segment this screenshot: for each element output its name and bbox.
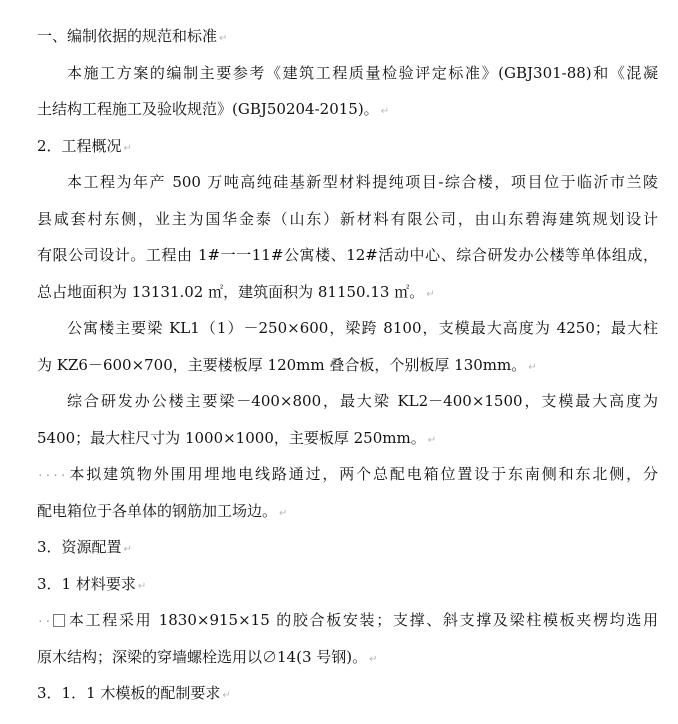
paragraph-mark-icon: ↵ <box>222 690 231 701</box>
paragraph-mark-icon: ↵ <box>369 653 378 665</box>
line-text: 公寓楼主要梁 KL1（1）－250×600，梁跨 8100，支模最大高度为 4250；最大柱 <box>67 319 658 337</box>
leader-dots: ·· <box>37 615 53 628</box>
line-text: 3．1．1 木模板的配制要求 <box>37 684 221 702</box>
text-line <box>37 420 658 457</box>
paragraph-mark-icon: ↵ <box>528 361 537 373</box>
line-text: 县咸套村东侧，业主为国华金泰（山东）新材料有限公司，由山东碧海建筑规划设计 <box>37 209 658 228</box>
line-text: 2．工程概况 <box>37 136 122 155</box>
line-text: 3．资源配置 <box>37 538 122 556</box>
text-line <box>37 383 658 420</box>
line-text: 综合研发办公楼主要梁－400×800，最大梁 KL2－400×1500，支模最大高度为 <box>67 392 658 410</box>
text-line <box>37 55 658 92</box>
line-text: 有限公司设计。工程由 1#一一11#公寓楼、12#活动中心、综合研发办公楼等单体组成， <box>37 246 658 264</box>
paragraph-mark-icon: ↵ <box>426 288 435 300</box>
line-text: 本施工方案的编制主要参考《建筑工程质量检验评定标准》(GBJ301-88)和《混凝 <box>67 63 658 82</box>
line-text: 总占地面积为 13131.02 ㎡，建筑面积为 81150.13 ㎡。 <box>37 282 425 301</box>
text-line <box>37 347 658 384</box>
text-line <box>37 18 658 55</box>
text-line <box>37 456 658 493</box>
leader-dots: ···· <box>37 469 68 482</box>
line-text: 本工程采用 1830×915×15 的胶合板安装；支撑、斜支撑及梁柱模板夹楞均选用 <box>67 611 658 629</box>
line-text: 3．1 材料要求 <box>37 574 136 593</box>
line-text: 为 KZ6－600×700，主要楼板厚 120mm 叠合板，个别板厚 130mm。 <box>37 355 527 374</box>
line-text: 本工程为年产 500 万吨高纯硅基新型材料提纯项目-综合楼，项目位于临沂市兰陵 <box>67 173 658 191</box>
paragraph-mark-icon: ↵ <box>137 580 147 592</box>
paragraph-mark-icon: ↵ <box>380 106 390 117</box>
paragraph-mark-icon: ↵ <box>219 33 228 44</box>
line-text: 一、编制依据的规范和标准 <box>37 27 218 45</box>
line-text: 土结构工程施工及验收规范》(GBJ50204-2015)。 <box>37 100 379 118</box>
paragraph-mark-icon: ↵ <box>427 434 437 446</box>
text-line <box>37 201 658 238</box>
text-line <box>37 91 658 128</box>
text-line <box>37 128 658 165</box>
paragraph-mark-icon: ↵ <box>123 544 132 555</box>
text-line <box>37 529 658 566</box>
text-line <box>37 164 658 201</box>
line-text: 配电箱位于各单体的钢筋加工场边。 <box>37 501 278 520</box>
line-text: 原木结构；深梁的穿墙螺栓选用以∅14(3 号钢)。 <box>37 647 368 666</box>
text-line <box>37 274 658 311</box>
text-line <box>37 602 658 639</box>
text-line <box>37 639 658 676</box>
line-text: 本拟建筑物外围用埋地电线路通过，两个总配电箱位置设于东南侧和东北侧，分 <box>67 465 658 483</box>
text-line <box>37 237 658 274</box>
checkbox-square-icon <box>53 614 65 627</box>
text-line <box>37 566 658 603</box>
text-line <box>37 310 658 347</box>
text-line <box>37 493 658 530</box>
text-line <box>37 675 658 712</box>
paragraph-mark-icon: ↵ <box>279 507 288 519</box>
paragraph-mark-icon: ↵ <box>123 142 132 154</box>
line-text: 5400；最大柱尺寸为 1000×1000，主要板厚 250mm。 <box>37 428 426 447</box>
